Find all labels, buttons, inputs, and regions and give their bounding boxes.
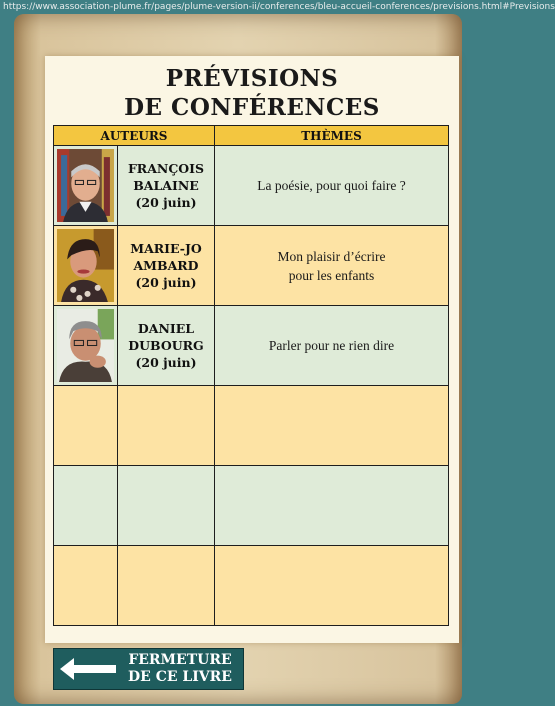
- author-photo-cell: [54, 226, 118, 306]
- author-first-name: FRANÇOIS: [127, 161, 205, 176]
- author-last-name: BALAINE: [133, 178, 199, 193]
- empty-table-row: [54, 386, 449, 466]
- author-photo-cell: [54, 306, 118, 386]
- author-photo-marie-jo-ambard: [57, 229, 114, 302]
- header-themes: THÈMES: [215, 126, 449, 146]
- table-row: [54, 306, 449, 386]
- empty-cell: [118, 546, 215, 626]
- empty-cell: [54, 546, 118, 626]
- conference-date: (20 juin): [135, 195, 197, 210]
- author-name: [118, 226, 215, 306]
- arrow-left-icon: [60, 658, 116, 680]
- table-row: [54, 146, 449, 226]
- empty-cell: [215, 466, 449, 546]
- author-photo-cell: [54, 146, 118, 226]
- empty-cell: [118, 466, 215, 546]
- empty-cell: [215, 386, 449, 466]
- empty-table-row: [54, 466, 449, 546]
- empty-cell: [118, 386, 215, 466]
- author-name: [118, 306, 215, 386]
- empty-cell: [54, 466, 118, 546]
- conference-date: (20 juin): [135, 355, 197, 370]
- address-bar: https://www.association-plume.fr/pages/plume-version-ii/conferences/bleu-accueil-conferences/previsions.html#Previsions: [3, 2, 555, 12]
- empty-cell: [215, 546, 449, 626]
- header-authors: AUTEURS: [54, 126, 215, 146]
- author-last-name: AMBARD: [133, 258, 199, 273]
- theme-line-1: Mon plaisir d’écrire: [277, 248, 386, 264]
- conferences-table: [53, 125, 449, 626]
- author-first-name: DANIEL: [137, 321, 195, 336]
- close-label-line-2: DE CE LIVRE: [128, 669, 232, 685]
- theme-line-2: pour les enfants: [288, 267, 375, 283]
- empty-table-row: [54, 546, 449, 626]
- title-line-1: PRÉVISIONS: [165, 65, 339, 92]
- page-title: [45, 64, 459, 122]
- author-photo-daniel-dubourg: [57, 309, 114, 382]
- close-label-line-1: FERMETURE: [128, 652, 232, 668]
- close-book-button[interactable]: [53, 648, 244, 690]
- conference-theme: Parler pour ne rien dire: [215, 306, 449, 386]
- title-line-2: DE CONFÉRENCES: [124, 94, 380, 121]
- empty-cell: [54, 386, 118, 466]
- close-book-label: [122, 652, 238, 686]
- author-photo-francois-balaine: [57, 149, 114, 222]
- author-last-name: DUBOURG: [128, 338, 204, 353]
- table-row: [54, 226, 449, 306]
- conference-theme: [215, 226, 449, 306]
- conference-theme: La poésie, pour quoi faire ?: [215, 146, 449, 226]
- conference-date: (20 juin): [135, 275, 197, 290]
- author-name: [118, 146, 215, 226]
- author-first-name: MARIE-JO: [130, 241, 202, 256]
